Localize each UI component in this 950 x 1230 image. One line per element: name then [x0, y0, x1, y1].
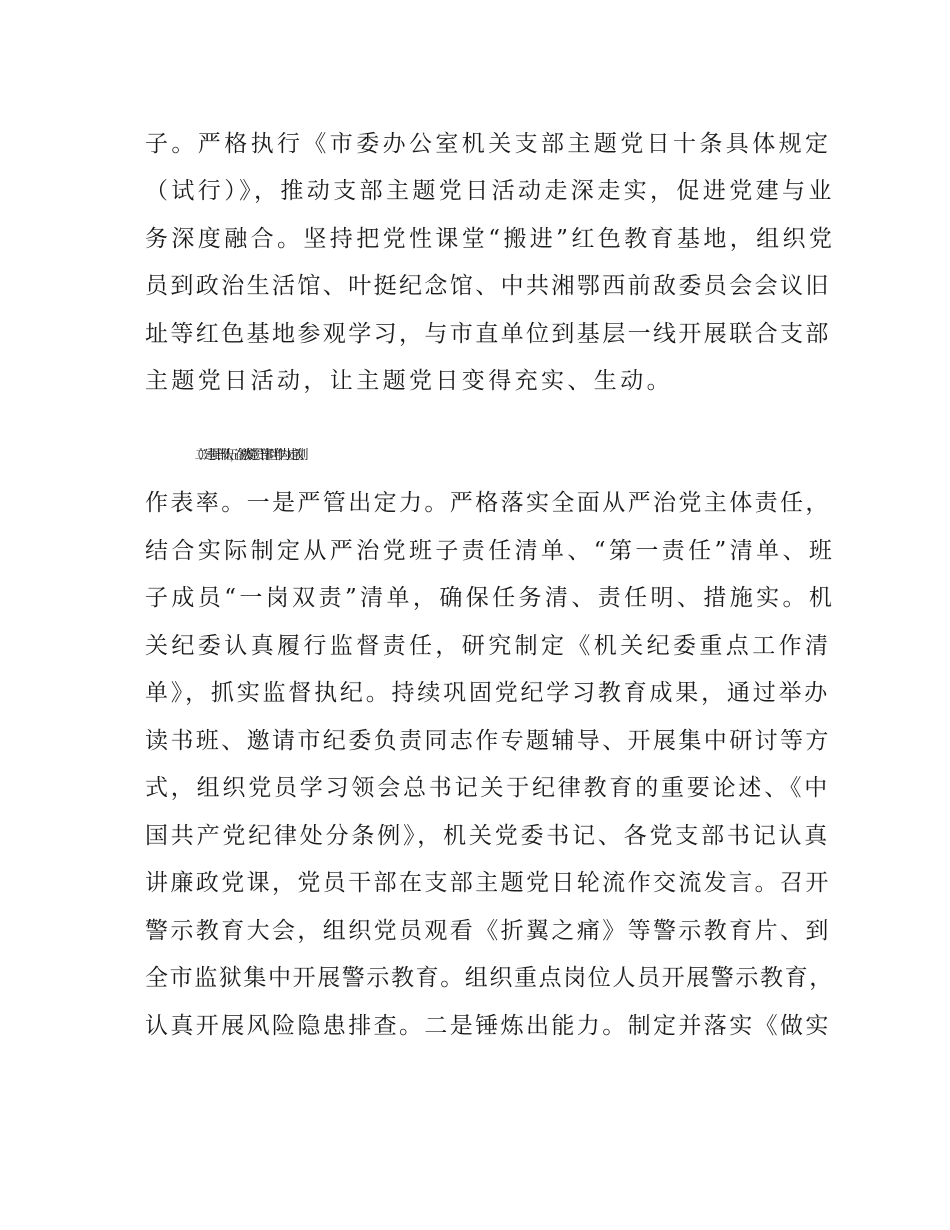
text-line: 式，组织党员学习领会总书记关于纪律教育的重要论述、《中 — [145, 775, 831, 801]
text-line: 全市监狱集中开展警示教育。组织重点岗位人员开展警示教育， — [145, 965, 834, 991]
text-line: 址等红色基地参观学习，与市直单位到基层一线开展联合支部 — [145, 321, 831, 347]
text-line: 子成员“一岗双责”清单，确保任务清、责任明、措施实。机 — [145, 585, 836, 611]
text-line: 主题党日活动，让主题党日变得充实、生动。 — [145, 368, 673, 394]
text-line: 员到政治生活馆、叶挺纪念馆、中共湘鄂西前敌委员会会议旧 — [145, 273, 831, 299]
text-line: 认真开展风险隐患排查。二是锤炼出能力。制定并落实《做实 — [145, 1013, 831, 1039]
text-line: 警示教育大会，组织党员观看《折翼之痛》等警示教育片、到 — [145, 918, 831, 944]
text-line: 作表率。一是严管出定力。严格落实全面从严治党主体责任， — [145, 490, 831, 516]
text-line: （试行）》，推动支部主题党日活动走深走实，促进党建与业 — [145, 178, 835, 204]
text-line: 结合实际制定从严治党班子责任清单、“第一责任”清单、班 — [145, 538, 836, 564]
text-line: 读书班、邀请市纪委负责同志作专题辅导、开展集中研讨等方 — [145, 728, 831, 754]
text-line: 子。严格执行《市委办公室机关支部主题党日十条具体规定 — [145, 131, 832, 157]
text-line: 国共产党纪律处分条例》，机关党委书记、各党支部书记认真 — [145, 823, 831, 849]
text-line: 单》，抓实监督执纪。持续巩固党纪学习教育成果，通过举办 — [145, 680, 831, 706]
text-line: 关纪委认真履行监督责任，研究制定《机关纪委重点工作清 — [145, 633, 832, 659]
text-line: 务深度融合。坚持把党性课堂“搬进”红色教育基地，组织党 — [145, 226, 836, 252]
paragraph-heading-line: （二）建强干部队伍，在激发党员干部担当作为上走前列、 — [190, 448, 305, 463]
text-line: 讲廉政党课，党员干部在支部主题党日轮流作交流发言。召开 — [145, 870, 831, 896]
